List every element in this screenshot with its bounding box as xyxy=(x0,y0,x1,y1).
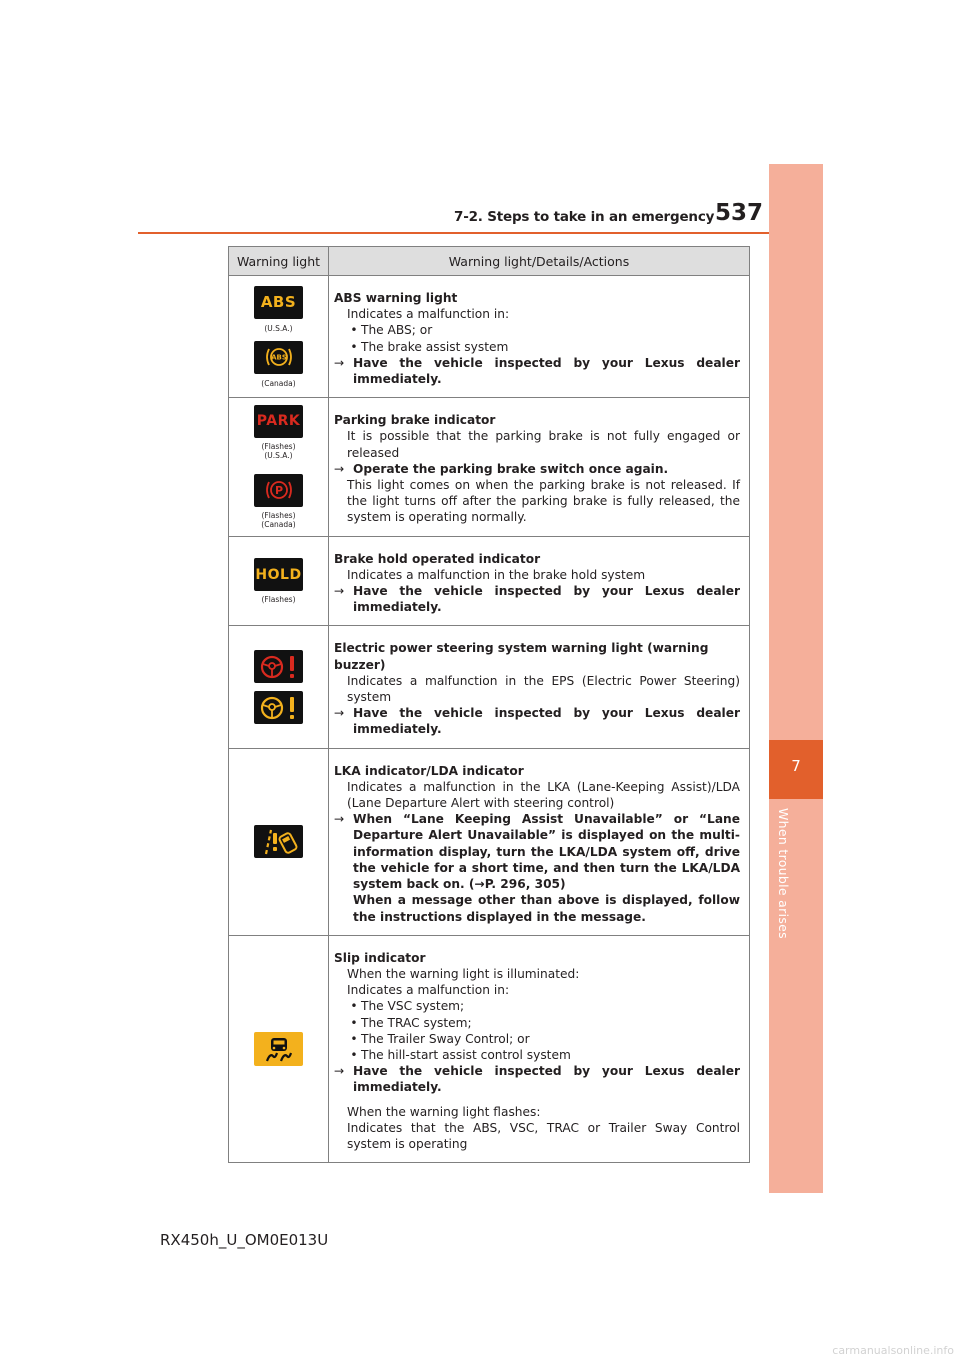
icon-caption: (U.S.A.) xyxy=(264,323,293,333)
table-row xyxy=(229,626,750,748)
section-title: 7-2. Steps to take in an emergency xyxy=(454,209,715,225)
icon-caption: (Flashes) xyxy=(261,510,296,520)
action-label: Have the vehicle inspected by your Lexus dealer immediately. xyxy=(353,1064,740,1095)
abs-circle-icon xyxy=(254,341,303,374)
warning-light-cell xyxy=(229,276,329,398)
abs-text-icon: ABS xyxy=(254,286,303,319)
action-extra: When a message other than above is displayed, follow the instructions displayed in the message. xyxy=(353,893,740,924)
lane-keeping-icon xyxy=(254,825,303,858)
details-cell xyxy=(329,398,750,536)
action-text xyxy=(334,1063,740,1095)
chapter-label: When trouble arises xyxy=(776,808,791,939)
item-intro: It is possible that the parking brake is not fully engaged or released xyxy=(347,429,740,460)
chapter-number: 7 xyxy=(791,757,801,775)
table-row xyxy=(229,276,750,398)
hold-text-icon: HOLD xyxy=(254,558,303,591)
item-detail: Indicates that the ABS, VSC, TRAC or Trailer Sway Control system is operating xyxy=(347,1120,740,1151)
action-text xyxy=(334,461,740,477)
column-header-warning-light: Warning light xyxy=(229,247,329,276)
action-text xyxy=(334,355,740,387)
list-item-text: The ABS; or xyxy=(361,323,433,338)
item-intro: Indicates a malfunction in the brake hold system xyxy=(347,567,646,582)
list-item: • The ABS; or xyxy=(350,323,433,338)
p-circle-icon-label: P xyxy=(274,484,283,498)
list-item: • The brake assist system xyxy=(350,339,509,354)
list-item: • The TRAC system; xyxy=(350,1015,472,1030)
table-row xyxy=(229,536,750,626)
list-item-text: The brake assist system xyxy=(361,339,509,354)
action-label: When “Lane Keeping Assist Unavailable” or “Lane Departure Alert Unavailable” is displayed on the multi-information display, turn the LKA/LDA system off, drive the vehicle for a short time, and then turn the LKA/LDA system back on. (→P. 296, 305) xyxy=(353,812,740,892)
item-intro: When the warning light is illuminated: xyxy=(347,966,580,981)
list-item-text: The VSC system; xyxy=(361,999,465,1014)
p-circle-icon xyxy=(254,474,303,507)
steering-warning-amber-icon xyxy=(254,691,303,724)
item-title: LKA indicator/LDA indicator xyxy=(334,763,524,778)
arrow-icon: → xyxy=(334,812,345,827)
abs-circle-icon-label: ABS xyxy=(270,353,287,362)
list-item-text: The Trailer Sway Control; or xyxy=(361,1031,530,1046)
table-row xyxy=(229,748,750,935)
header-rule xyxy=(138,232,823,234)
steering-warning-red-icon xyxy=(254,650,303,683)
icon-caption: (U.S.A.) xyxy=(264,450,293,460)
list-item: • The hill-start assist control system xyxy=(350,1047,571,1062)
page-number: 537 xyxy=(715,200,764,226)
item-title: Electric power steering system warning light (warning buzzer) xyxy=(334,641,709,672)
column-header-details: Warning light/Details/Actions xyxy=(329,247,750,276)
arrow-icon: → xyxy=(334,355,345,370)
list-item: • The VSC system; xyxy=(350,999,465,1014)
item-detail: This light comes on when the parking brake is not released. If the light turns off after the parking brake is fully released, the system is operating normally. xyxy=(347,478,740,525)
action-text xyxy=(334,583,740,615)
item-intro: Indicates a malfunction in: xyxy=(347,983,510,998)
icon-caption: (Canada) xyxy=(261,519,296,529)
details-cell xyxy=(329,536,750,626)
item-intro: When the warning light flashes: xyxy=(347,1104,541,1119)
item-title: Slip indicator xyxy=(334,950,426,965)
slip-indicator-icon xyxy=(254,1032,303,1066)
item-intro: Indicates a malfunction in the EPS (Electric Power Steering) system xyxy=(347,673,740,705)
list-item: • The Trailer Sway Control; or xyxy=(350,1031,530,1046)
details-cell xyxy=(329,276,750,398)
icon-caption: (Flashes) xyxy=(261,441,296,451)
item-title: ABS warning light xyxy=(334,291,458,305)
item-title: Parking brake indicator xyxy=(334,413,496,428)
icon-caption: (Flashes) xyxy=(261,595,296,605)
details-cell xyxy=(329,935,750,1162)
arrow-icon: → xyxy=(334,584,345,599)
list-item-text: The TRAC system; xyxy=(361,1015,472,1030)
chapter-tab xyxy=(769,740,823,799)
action-label: Have the vehicle inspected by your Lexus dealer immediately. xyxy=(353,706,740,737)
arrow-icon: → xyxy=(334,1064,345,1079)
table-header-row xyxy=(229,247,750,276)
details-cell xyxy=(329,626,750,748)
action-text xyxy=(334,811,740,892)
warning-light-cell xyxy=(229,626,329,748)
action-label: Have the vehicle inspected by your Lexus dealer immediately. xyxy=(353,584,740,615)
item-title: Brake hold operated indicator xyxy=(334,551,541,566)
warning-light-cell xyxy=(229,536,329,626)
item-intro: Indicates a malfunction in the LKA (Lane-Keeping Assist)/LDA (Lane Departure Alert with steering control) xyxy=(347,779,740,811)
details-cell xyxy=(329,748,750,935)
icon-caption: (Canada) xyxy=(261,378,296,388)
arrow-icon: → xyxy=(334,706,345,721)
table-row xyxy=(229,935,750,1162)
warning-light-table xyxy=(228,246,750,1163)
action-label: Have the vehicle inspected by your Lexus dealer immediately. xyxy=(353,355,740,387)
warning-light-cell xyxy=(229,398,329,536)
watermark: carmanualsonline.info xyxy=(832,1344,954,1357)
warning-light-cell xyxy=(229,935,329,1162)
park-text-icon: PARK xyxy=(254,405,303,438)
model-code: RX450h_U_OM0E013U xyxy=(160,1231,329,1249)
table-row xyxy=(229,398,750,536)
item-intro: Indicates a malfunction in: xyxy=(347,307,510,322)
action-label: Operate the parking brake switch once again. xyxy=(353,461,669,476)
warning-light-cell xyxy=(229,748,329,935)
chapter-side-strip xyxy=(769,164,823,1193)
list-item-text: The hill-start assist control system xyxy=(361,1047,571,1062)
arrow-icon: → xyxy=(334,461,345,476)
action-text xyxy=(334,705,740,737)
